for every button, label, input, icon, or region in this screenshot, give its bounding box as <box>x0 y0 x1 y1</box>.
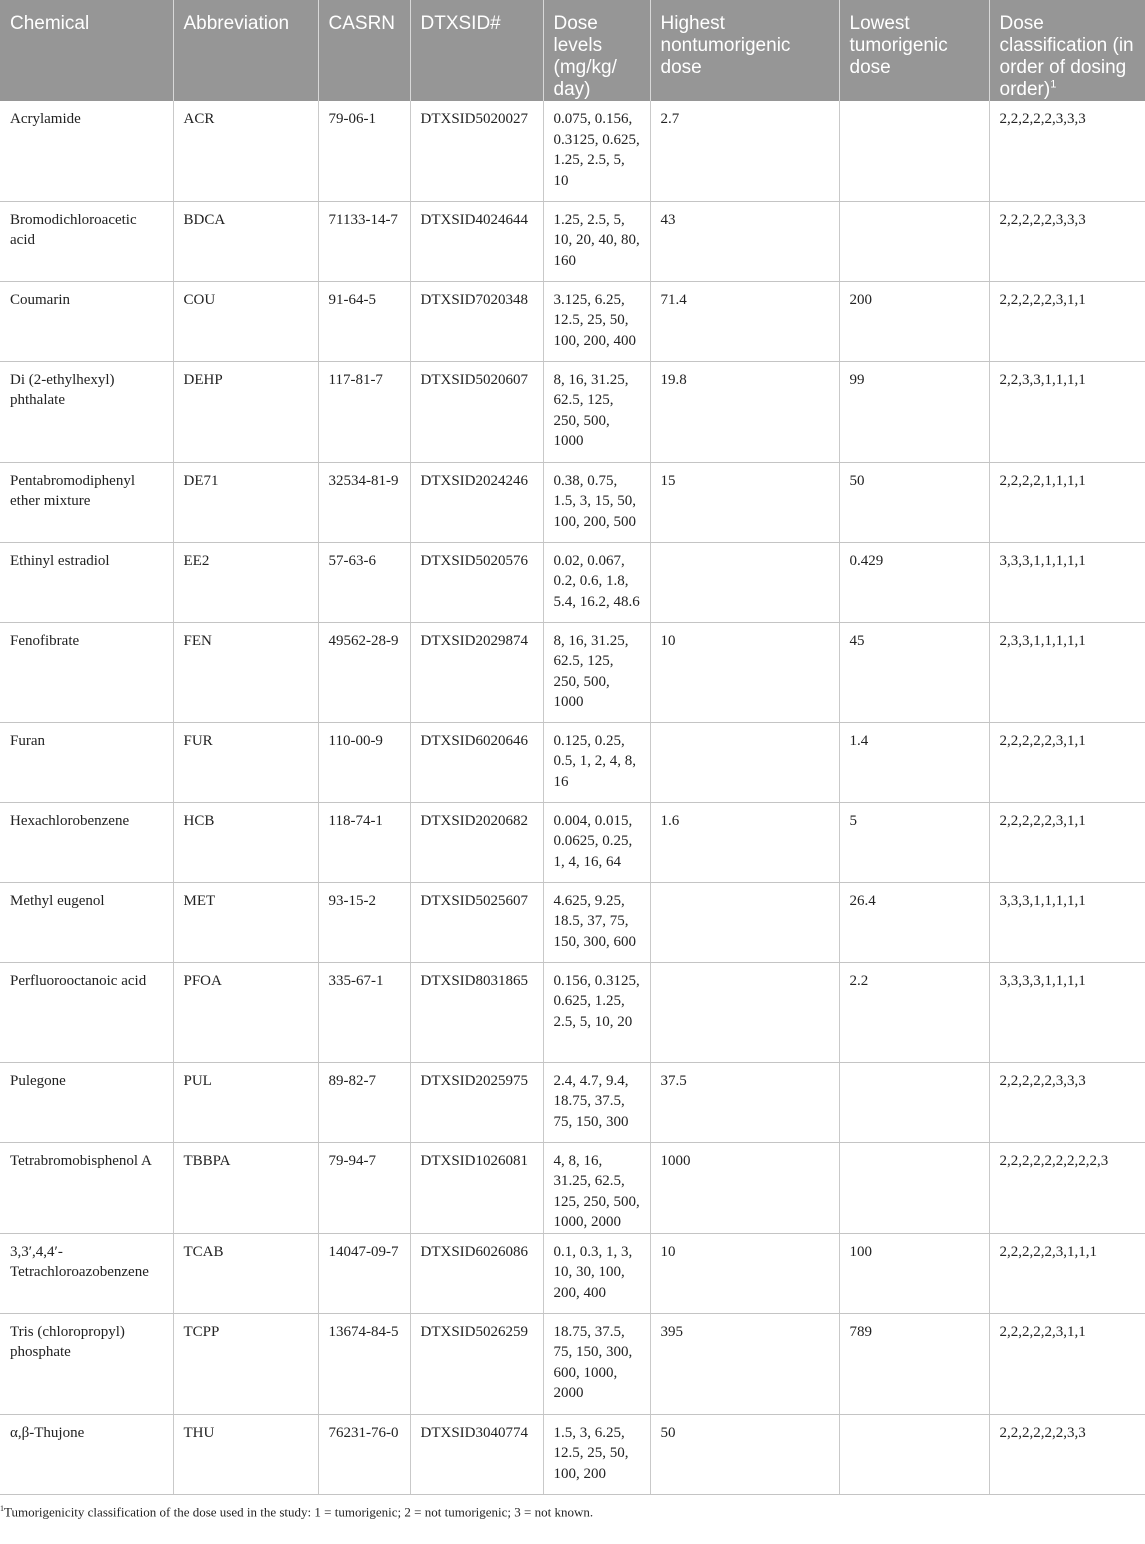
cell-lowest-tumorigenic: 789 <box>839 1313 989 1414</box>
cell-chemical: Pulegone <box>0 1062 173 1142</box>
column-header-highest-nontumorigenic: Highest nontumorigenic dose <box>650 0 839 101</box>
cell-lowest-tumorigenic <box>839 1142 989 1233</box>
table-row <box>0 201 1145 281</box>
cell-chemical: Coumarin <box>0 281 173 361</box>
cell-dose-levels: 0.125, 0.25, 0.5, 1, 2, 4, 8, 16 <box>543 722 650 802</box>
table-row <box>0 1233 1145 1313</box>
footnote-text: Tumorigenicity classification of the dose used in the study: 1 = tumorigenic; 2 = not tumorigenic; 3 = not known. <box>4 1503 594 1519</box>
cell-abbreviation: EE2 <box>173 542 318 622</box>
column-header-dtxsid: DTXSID# <box>410 0 543 101</box>
cell-chemical: α,β-Thujone <box>0 1414 173 1494</box>
cell-abbreviation: FUR <box>173 722 318 802</box>
cell-dose-levels: 1.5, 3, 6.25, 12.5, 25, 50, 100, 200 <box>543 1414 650 1494</box>
column-header-dose-classification <box>989 0 1145 101</box>
table-row <box>0 361 1145 462</box>
cell-dose-classification: 3,3,3,1,1,1,1,1 <box>989 542 1145 622</box>
table-row <box>0 1313 1145 1414</box>
cell-dose-levels: 0.02, 0.067, 0.2, 0.6, 1.8, 5.4, 16.2, 48.6 <box>543 542 650 622</box>
cell-dtxsid: DTXSID1026081 <box>410 1142 543 1233</box>
table-row <box>0 722 1145 802</box>
table-header <box>0 0 1145 101</box>
cell-abbreviation: HCB <box>173 802 318 882</box>
cell-dose-classification: 2,2,2,2,1,1,1,1 <box>989 462 1145 542</box>
cell-lowest-tumorigenic: 1.4 <box>839 722 989 802</box>
cell-highest-nontumorigenic: 10 <box>650 1233 839 1313</box>
table-row <box>0 1142 1145 1233</box>
cell-abbreviation: PFOA <box>173 962 318 1062</box>
column-header-chemical: Chemical <box>0 0 173 101</box>
cell-abbreviation: TCPP <box>173 1313 318 1414</box>
cell-dose-levels: 4.625, 9.25, 18.5, 37, 75, 150, 300, 600 <box>543 882 650 962</box>
cell-casrn: 79-06-1 <box>318 101 410 201</box>
cell-chemical: Furan <box>0 722 173 802</box>
cell-dose-levels: 0.156, 0.3125, 0.625, 1.25, 2.5, 5, 10, 20 <box>543 962 650 1062</box>
cell-dose-classification: 2,2,2,2,2,2,2,2,2,3 <box>989 1142 1145 1233</box>
cell-abbreviation: TBBPA <box>173 1142 318 1233</box>
cell-casrn: 71133-14-7 <box>318 201 410 281</box>
cell-casrn: 14047-09-7 <box>318 1233 410 1313</box>
column-header-lowest-tumorigenic: Lowest tumorigenic dose <box>839 0 989 101</box>
cell-dtxsid: DTXSID7020348 <box>410 281 543 361</box>
cell-chemical: Acrylamide <box>0 101 173 201</box>
cell-highest-nontumorigenic: 15 <box>650 462 839 542</box>
cell-highest-nontumorigenic: 1.6 <box>650 802 839 882</box>
cell-dose-levels: 1.25, 2.5, 5, 10, 20, 40, 80, 160 <box>543 201 650 281</box>
footnote-marker: 1 <box>1050 78 1057 91</box>
cell-dose-levels: 8, 16, 31.25, 62.5, 125, 250, 500, 1000 <box>543 622 650 722</box>
cell-chemical: Ethinyl estradiol <box>0 542 173 622</box>
cell-dose-levels: 0.1, 0.3, 1, 3, 10, 30, 100, 200, 400 <box>543 1233 650 1313</box>
table-row <box>0 281 1145 361</box>
cell-dtxsid: DTXSID5025607 <box>410 882 543 962</box>
cell-casrn: 89-82-7 <box>318 1062 410 1142</box>
table-row <box>0 802 1145 882</box>
cell-casrn: 335-67-1 <box>318 962 410 1062</box>
cell-dose-levels: 4, 8, 16, 31.25, 62.5, 125, 250, 500, 1000, 2000 <box>543 1142 650 1233</box>
table-row <box>0 101 1145 201</box>
cell-chemical: Fenofibrate <box>0 622 173 722</box>
cell-dtxsid: DTXSID2020682 <box>410 802 543 882</box>
cell-lowest-tumorigenic: 100 <box>839 1233 989 1313</box>
cell-lowest-tumorigenic: 0.429 <box>839 542 989 622</box>
cell-dose-levels: 0.075, 0.156, 0.3125, 0.625, 1.25, 2.5, 5, 10 <box>543 101 650 201</box>
cell-lowest-tumorigenic: 99 <box>839 361 989 462</box>
cell-dtxsid: DTXSID3040774 <box>410 1414 543 1494</box>
cell-dose-classification: 2,2,2,2,2,3,3,3 <box>989 201 1145 281</box>
cell-dtxsid: DTXSID5020607 <box>410 361 543 462</box>
cell-lowest-tumorigenic: 26.4 <box>839 882 989 962</box>
cell-lowest-tumorigenic <box>839 201 989 281</box>
cell-casrn: 117-81-7 <box>318 361 410 462</box>
cell-casrn: 57-63-6 <box>318 542 410 622</box>
column-header-abbreviation: Abbreviation <box>173 0 318 101</box>
cell-abbreviation: MET <box>173 882 318 962</box>
cell-casrn: 79-94-7 <box>318 1142 410 1233</box>
table-row <box>0 1062 1145 1142</box>
cell-dose-classification: 2,2,2,2,2,3,1,1 <box>989 722 1145 802</box>
cell-highest-nontumorigenic: 71.4 <box>650 281 839 361</box>
cell-chemical: Hexachlorobenzene <box>0 802 173 882</box>
cell-dtxsid: DTXSID2025975 <box>410 1062 543 1142</box>
cell-highest-nontumorigenic <box>650 722 839 802</box>
cell-dose-levels: 8, 16, 31.25, 62.5, 125, 250, 500, 1000 <box>543 361 650 462</box>
header-row <box>0 0 1145 101</box>
cell-abbreviation: FEN <box>173 622 318 722</box>
cell-chemical: Tris (chloropropyl) phosphate <box>0 1313 173 1414</box>
cell-abbreviation: BDCA <box>173 201 318 281</box>
cell-highest-nontumorigenic: 43 <box>650 201 839 281</box>
cell-lowest-tumorigenic: 5 <box>839 802 989 882</box>
cell-highest-nontumorigenic <box>650 882 839 962</box>
cell-dose-classification: 2,3,3,1,1,1,1,1 <box>989 622 1145 722</box>
table-row <box>0 882 1145 962</box>
cell-chemical: Tetrabromobisphenol A <box>0 1142 173 1233</box>
cell-abbreviation: ACR <box>173 101 318 201</box>
cell-chemical: Perfluorooctanoic acid <box>0 962 173 1062</box>
cell-lowest-tumorigenic <box>839 1414 989 1494</box>
cell-highest-nontumorigenic: 19.8 <box>650 361 839 462</box>
cell-casrn: 49562-28-9 <box>318 622 410 722</box>
cell-dtxsid: DTXSID4024644 <box>410 201 543 281</box>
cell-chemical: Methyl eugenol <box>0 882 173 962</box>
cell-highest-nontumorigenic: 395 <box>650 1313 839 1414</box>
cell-highest-nontumorigenic: 1000 <box>650 1142 839 1233</box>
cell-highest-nontumorigenic <box>650 962 839 1062</box>
cell-chemical: 3,3′,4,4′-Tetrachloroazobenzene <box>0 1233 173 1313</box>
cell-casrn: 91-64-5 <box>318 281 410 361</box>
cell-dose-levels: 18.75, 37.5, 75, 150, 300, 600, 1000, 2000 <box>543 1313 650 1414</box>
cell-dtxsid: DTXSID2024246 <box>410 462 543 542</box>
cell-dtxsid: DTXSID5026259 <box>410 1313 543 1414</box>
cell-dtxsid: DTXSID2029874 <box>410 622 543 722</box>
cell-dose-levels: 0.004, 0.015, 0.0625, 0.25, 1, 4, 16, 64 <box>543 802 650 882</box>
cell-dose-classification: 2,2,3,3,1,1,1,1 <box>989 361 1145 462</box>
cell-casrn: 93-15-2 <box>318 882 410 962</box>
cell-dose-classification: 2,2,2,2,2,3,1,1,1 <box>989 1233 1145 1313</box>
cell-dtxsid: DTXSID6026086 <box>410 1233 543 1313</box>
cell-dtxsid: DTXSID5020027 <box>410 101 543 201</box>
cell-highest-nontumorigenic: 10 <box>650 622 839 722</box>
cell-dose-classification: 2,2,2,2,2,2,3,3 <box>989 1414 1145 1494</box>
cell-dose-classification: 2,2,2,2,2,3,3,3 <box>989 101 1145 201</box>
table-body <box>0 101 1145 1494</box>
cell-casrn: 32534-81-9 <box>318 462 410 542</box>
cell-lowest-tumorigenic: 45 <box>839 622 989 722</box>
cell-highest-nontumorigenic: 50 <box>650 1414 839 1494</box>
cell-dose-classification: 2,2,2,2,2,3,1,1 <box>989 802 1145 882</box>
cell-dose-classification: 3,3,3,1,1,1,1,1 <box>989 882 1145 962</box>
cell-lowest-tumorigenic <box>839 101 989 201</box>
cell-chemical: Bromodichloroacetic acid <box>0 201 173 281</box>
table-row <box>0 622 1145 722</box>
cell-dose-classification: 2,2,2,2,2,3,1,1 <box>989 1313 1145 1414</box>
table-row <box>0 542 1145 622</box>
table-footnote <box>0 1495 1145 1520</box>
cell-abbreviation: PUL <box>173 1062 318 1142</box>
cell-dose-classification: 2,2,2,2,2,3,1,1 <box>989 281 1145 361</box>
cell-dose-levels: 0.38, 0.75, 1.5, 3, 15, 50, 100, 200, 500 <box>543 462 650 542</box>
cell-dose-levels: 2.4, 4.7, 9.4, 18.75, 37.5, 75, 150, 300 <box>543 1062 650 1142</box>
table-row <box>0 462 1145 542</box>
column-header-dose-levels: Dose levels (mg/kg/ day) <box>543 0 650 101</box>
cell-highest-nontumorigenic: 2.7 <box>650 101 839 201</box>
cell-chemical: Di (2-ethylhexyl) phthalate <box>0 361 173 462</box>
cell-highest-nontumorigenic <box>650 542 839 622</box>
cell-dose-levels: 3.125, 6.25, 12.5, 25, 50, 100, 200, 400 <box>543 281 650 361</box>
cell-highest-nontumorigenic: 37.5 <box>650 1062 839 1142</box>
cell-abbreviation: DE71 <box>173 462 318 542</box>
cell-abbreviation: THU <box>173 1414 318 1494</box>
cell-dtxsid: DTXSID6020646 <box>410 722 543 802</box>
cell-dtxsid: DTXSID8031865 <box>410 962 543 1062</box>
footnote-mark: 1 <box>0 1503 4 1513</box>
table-row <box>0 1414 1145 1494</box>
column-header-casrn: CASRN <box>318 0 410 101</box>
cell-casrn: 118-74-1 <box>318 802 410 882</box>
cell-chemical: Pentabromodiphenyl ether mixture <box>0 462 173 542</box>
cell-casrn: 13674-84-5 <box>318 1313 410 1414</box>
cell-dose-classification: 2,2,2,2,2,3,3,3 <box>989 1062 1145 1142</box>
cell-abbreviation: TCAB <box>173 1233 318 1313</box>
cell-lowest-tumorigenic: 200 <box>839 281 989 361</box>
cell-abbreviation: DEHP <box>173 361 318 462</box>
cell-abbreviation: COU <box>173 281 318 361</box>
cell-lowest-tumorigenic: 50 <box>839 462 989 542</box>
cell-casrn: 110-00-9 <box>318 722 410 802</box>
cell-dtxsid: DTXSID5020576 <box>410 542 543 622</box>
table-row <box>0 962 1145 1062</box>
cell-lowest-tumorigenic: 2.2 <box>839 962 989 1062</box>
cell-casrn: 76231-76-0 <box>318 1414 410 1494</box>
cell-lowest-tumorigenic <box>839 1062 989 1142</box>
cell-dose-classification: 3,3,3,3,1,1,1,1 <box>989 962 1145 1062</box>
column-header-dose-classification-label: Dose classification (in order of dosing order) <box>999 13 1134 100</box>
